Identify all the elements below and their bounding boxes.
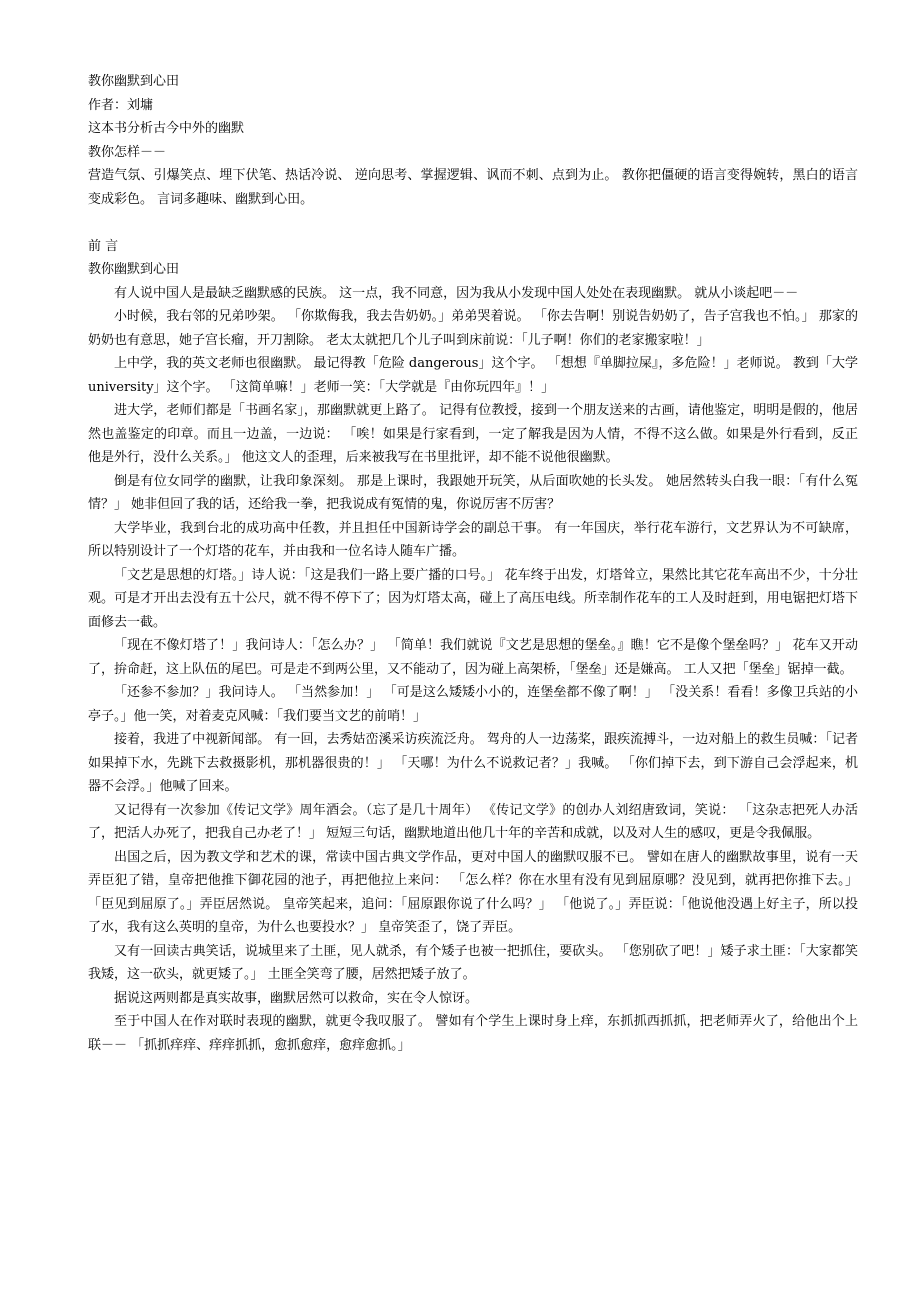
author-line: 作者：刘墉 <box>88 97 154 113</box>
book-description: 这本书分析古今中外的幽默 <box>88 121 245 136</box>
preface-paragraph: 「现在不像灯塔了！」我问诗人：「怎么办？」 「简单！我们就说『文艺是思想的堡垒。』瞧！它不是像个堡垒吗？」 花车又开动了，拚命赶，这上队伍的尾巴。可是走不到两公里，又不能动了，因为碰上高架桥，「堡垒」还是嫌高。 工人又把「堡垒」锯掉一截。 <box>88 638 858 677</box>
preface-paragraph: 有人说中国人是最缺乏幽默感的民族。 这一点，我不同意，因为我从小发现中国人处处在表现幽默。 就从小谈起吧－－ <box>114 285 799 301</box>
preface-paragraph: 至于中国人在作对联时表现的幽默，就更令我叹服了。 譬如有个学生上课时身上痒，东抓抓西抓抓，把老师弄火了，给他出个上联－－ 「抓抓痒痒、痒痒抓抓，愈抓愈痒，愈痒愈抓。」 <box>88 1014 858 1053</box>
preface-paragraph: 「文艺是思想的灯塔。」诗人说：「这是我们一路上要广播的口号。」 花车终于出发，灯塔耸立，果然比其它花车高出不少，十分壮观。可是才开出去没有五十公尺，就不得不停下了；因为灯塔太高，碰上了高压电线。所幸制作花车的工人及时赶到，用电锯把灯塔下面修去一截。 <box>88 567 858 630</box>
spacer <box>88 211 858 235</box>
summary-paragraph: 营造气氛、引爆笑点、埋下伏笔、热话冷说、 逆向思考、掌握逻辑、讽而不刺、点到为止。 教你把僵硬的语言变得婉转，黑白的语言变成彩色。 言词多趣味、幽默到心田。 <box>88 168 858 207</box>
how-to-line: 教你怎样－－ <box>88 144 167 160</box>
book-title: 教你幽默到心田 <box>88 74 180 89</box>
preface-paragraph: 接着，我进了中视新闻部。 有一回，去秀姑峦溪采访疾流泛舟。 驾舟的人一边荡桨，跟疾流搏斗，一边对船上的救生员喊：「记者如果掉下水，先跳下去救摄影机，那机器很贵的！」 「天哪！为什么不说救记者？」我喊。 「你们掉下去，到下游自己会浮起来，机器不会浮。」他喊了回来。 <box>88 732 858 794</box>
preface-paragraph: 小时候，我右邻的兄弟吵架。 「你欺侮我，我去告奶奶。」弟弟哭着说。 「你去告啊！别说告奶奶了，告子宫我也不怕。」 那家的奶奶也有意思，她子宫长瘤，开刀割除。 老太太就把几个儿子叫到床前说：「儿子啊！你们的老家搬家啦！」 <box>88 309 858 348</box>
preface-paragraph: 「还参不参加？」我问诗人。 「当然参加！」 「可是这么矮矮小小的，连堡垒都不像了啊！」 「没关系！看看！多像卫兵站的小亭子。」他一笑，对着麦克风喊：「我们要当文艺的前哨！」 <box>88 685 858 724</box>
preface-paragraph: 上中学，我的英文老师也很幽默。 最记得教「危险 dangerous」这个字。 「想想『单脚拉屎』，多危险！」老师说。 教到「大学 university」这个字。 「这简单嘛！」老师一笑：「大学就是『由你玩四年』！」 <box>88 356 858 395</box>
preface-paragraph: 出国之后，因为教文学和艺术的课，常读中国古典文学作品，更对中国人的幽默叹服不已。 譬如在唐人的幽默故事里，说有一天弄臣犯了错，皇帝把他推下御花园的池子，再把他拉上来问： 「怎么样？你在水里有没有见到屈原哪？没见到，就再把你推下去。」 「臣见到屈原了。」弄臣居然说。 皇帝笑起来，追问：「屈原跟你说了什么吗？」 「他说了。」弄臣说：「他说他没遇上好主子，所以投了水，我有这么英明的皇帝，为什么也要投水？」 皇帝笑歪了，饶了弄臣。 <box>88 849 858 935</box>
preface-paragraph: 又记得有一次参加《传记文学》周年酒会。（忘了是几十周年） 《传记文学》的创办人刘绍唐致词，笑说： 「这杂志把死人办活了，把活人办死了，把我自己办老了！」 短短三句话，幽默地道出他几十年的辛苦和成就，以及对人生的感叹，更是令我佩服。 <box>88 802 858 841</box>
preface-paragraph: 又有一回读古典笑话，说城里来了土匪，见人就杀，有个矮子也被一把抓住，要砍头。 「您别砍了吧！」矮子求土匪：「大家都笑我矮，这一砍头，就更矮了。」 土匪全笑弯了腰，居然把矮子放了。 <box>88 943 858 982</box>
preface-heading: 前 言 <box>88 238 119 254</box>
preface-subheading: 教你幽默到心田 <box>88 262 180 277</box>
preface-paragraph: 大学毕业，我到台北的成功高中任教，并且担任中国新诗学会的副总干事。 有一年国庆，举行花车游行，文艺界认为不可缺席，所以特别设计了一个灯塔的花车，并由我和一位名诗人随车广播。 <box>88 520 858 559</box>
preface-paragraph: 进大学，老师们都是「书画名家」，那幽默就更上路了。 记得有位教授，接到一个朋友送来的古画，请他鉴定，明明是假的，他居然也盖鉴定的印章。而且一边盖，一边说： 「唉！如果是行家看到，一定了解我是因为人情，不得不这么做。如果是外行看到，反正他是外行，没什么关系。」 他这文人的歪理，后来被我写在书里批评，却不能不说他很幽默。 <box>88 403 858 465</box>
preface-paragraph: 倒是有位女同学的幽默，让我印象深刻。 那是上课时，我跟她开玩笑，从后面吹她的长头发。 她居然转头白我一眼：「有什么冤情？」 她非但回了我的话，还给我一拳，把我说成有冤情的鬼，你说厉害不厉害？ <box>88 473 858 512</box>
preface-paragraph: 据说这两则都是真实故事，幽默居然可以救命，实在令人惊讶。 <box>114 990 479 1006</box>
document-page <box>88 70 858 1057</box>
